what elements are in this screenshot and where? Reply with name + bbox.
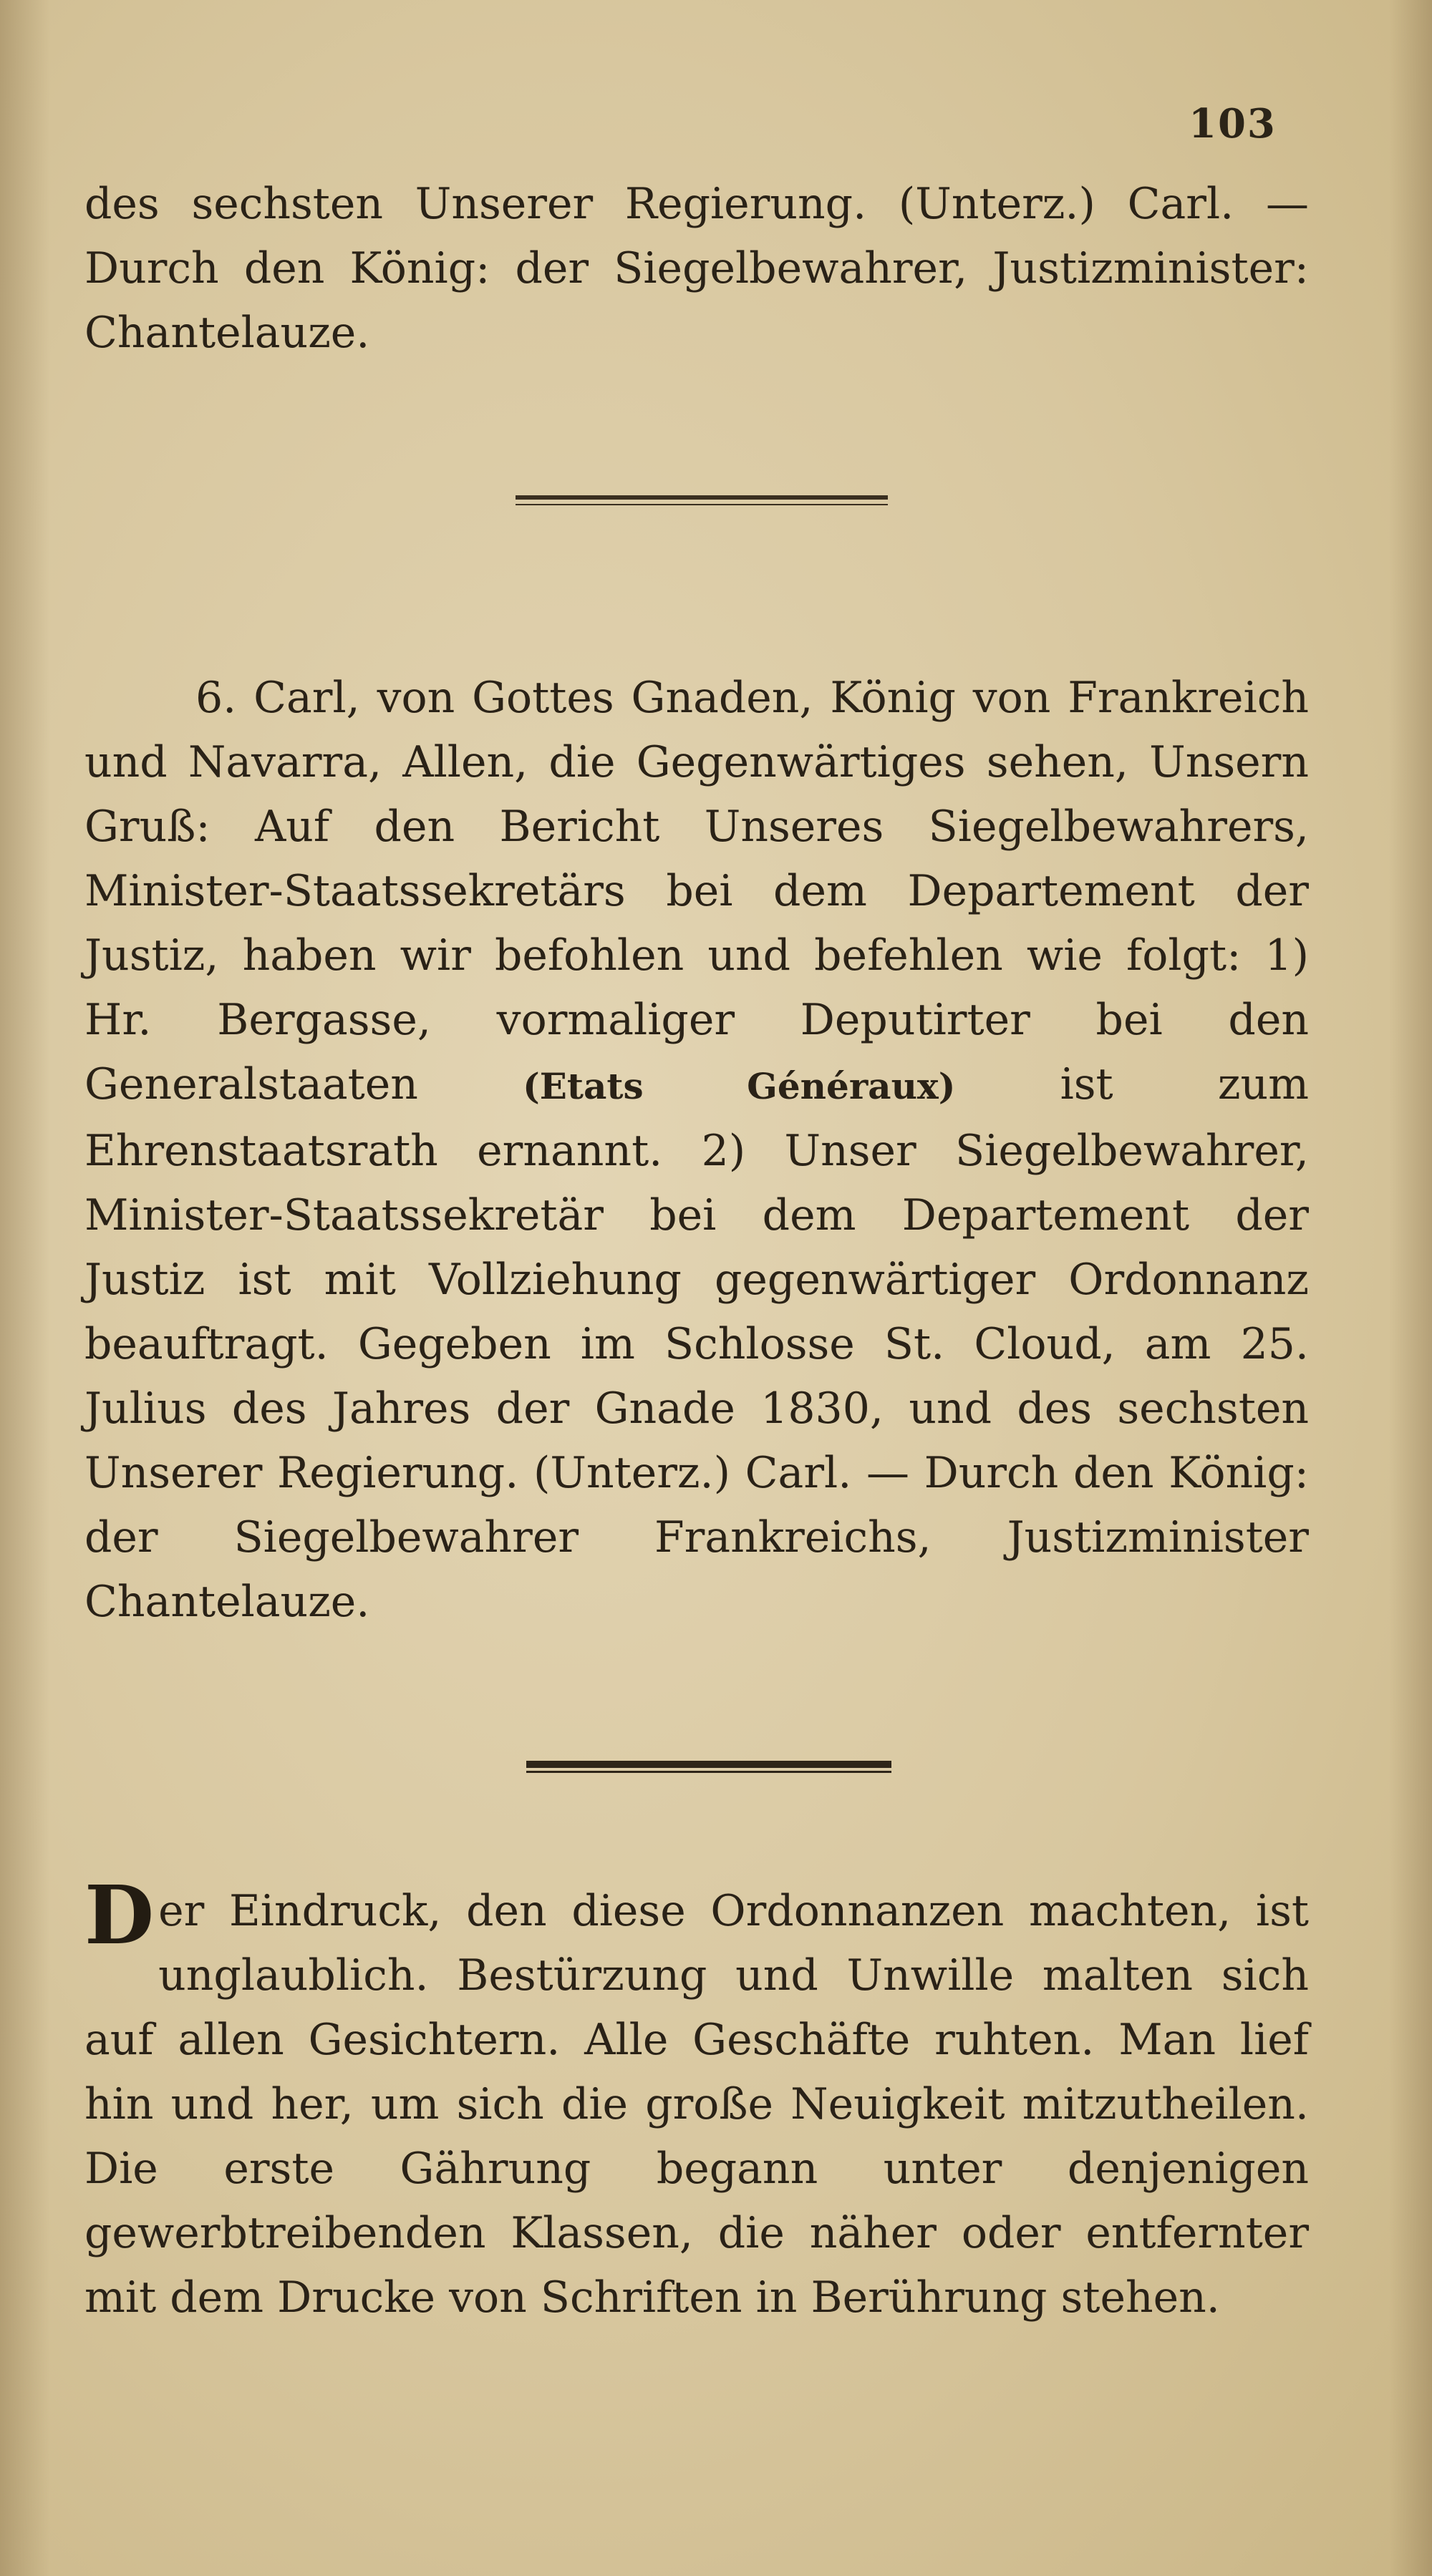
closing-paragraph-text: er Eindruck, den diese Ordonnanzen machten, ist unglaublich. Bestürzung und Unwille malten sich auf allen Gesichtern. Alle Geschäfte ruhten. Man lief hin und her, um sich die große Neuigkeit mitzutheilen. Die erste Gährung begann unter denjenigen gewerbtreibenden Klassen, die näher oder entfernter mit dem Drucke von Schriften in Berührung stehen. — [84, 1886, 1309, 2323]
etats-generaux: (Etats Généraux) — [523, 1065, 956, 1107]
section-divider-rule — [516, 495, 888, 505]
top-paragraph: des sechsten Unserer Regierung. (Unterz.) Carl. — Durch den König: der Siegelbewahrer, Justizminister: Chantelauze. — [84, 179, 1309, 358]
section-six-text-part1: 6. Carl, von Gottes Gnaden, König von Frankreich und Navarra, Allen, die Gegenwärtiges sehen, Unsern Gruß: Auf den Bericht Unseres Siegelbewahrers, Minister-Staatssekretärs bei dem Departement der Justiz, haben wir befohlen und befehlen wie folgt: 1) Hr. Bergasse, vormaliger Deputirter bei den Generalstaaten — [84, 673, 1309, 1109]
spine-shadow — [0, 0, 50, 2576]
drop-cap-initial: D — [84, 1869, 155, 1963]
section-six-text-part2: ist zum Ehrenstaatsrath ernannt. 2) Unser Siegelbewahrer, Minister-Staatssekretär bei dem Departement der Justiz ist mit Vollziehung gegenwärtiger Ordonnanz beauftragt. Gegeben im Schlosse St. Cloud, am 25. Julius des Jahres der Gnade 1830, und des sechsten Unserer Regierung. (Unterz.) Carl. — Durch den König: der Siegelbewahrer Frankreichs, Justizminister Chantelauze. — [84, 1059, 1309, 1627]
top-paragraph-block — [84, 172, 1309, 365]
closing-paragraph — [84, 1869, 1309, 2330]
section-six-paragraph — [84, 666, 1309, 1634]
edge-shadow — [1389, 0, 1432, 2576]
chapter-divider-rule — [526, 1761, 891, 1773]
page-number: 103 — [1189, 100, 1277, 147]
closing-paragraph-block — [84, 1869, 1309, 2330]
section-six-block — [84, 666, 1309, 1634]
